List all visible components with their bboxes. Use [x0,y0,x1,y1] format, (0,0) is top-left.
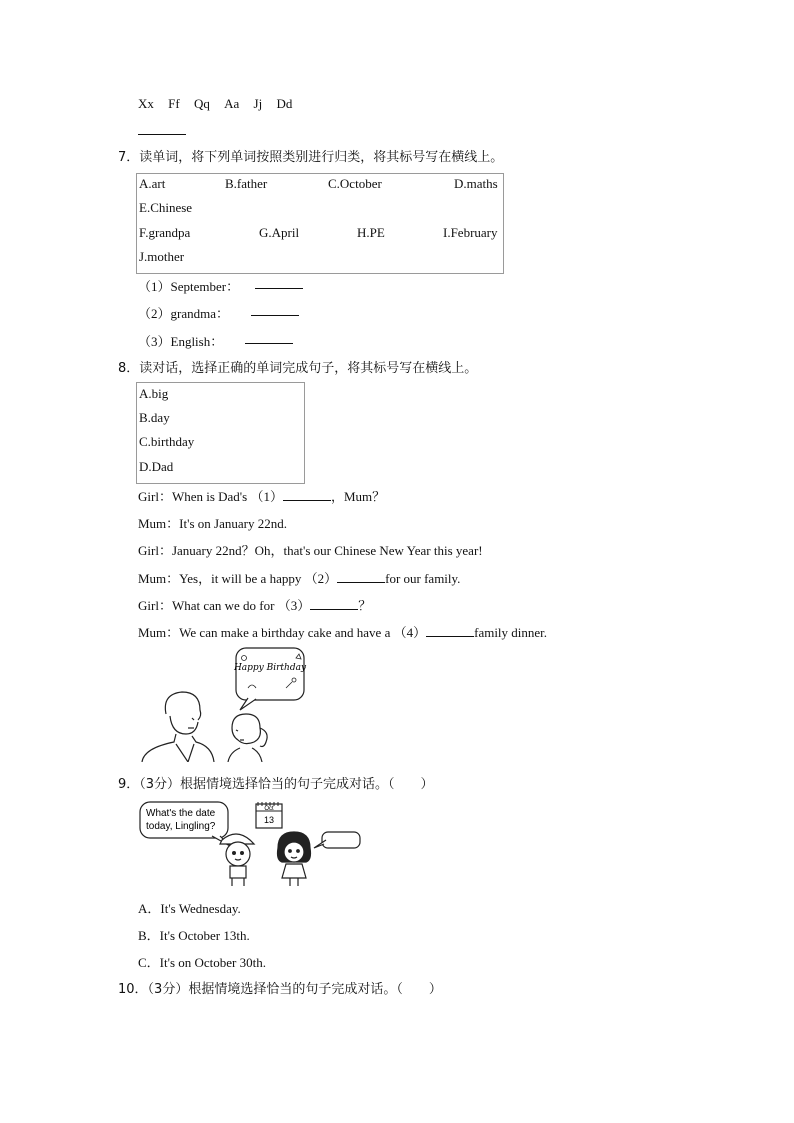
dialogue-text: Mum：Yes，it will be a happy （2） [138,571,338,586]
mother-daughter-illustration [136,644,308,762]
dialogue-text: Mum：It's on January 22nd. [138,516,287,531]
girl-figure [228,714,267,762]
dialogue-text: Mum：We can make a birthday cake and have a （4） [138,625,427,640]
letters-row [138,96,303,112]
dialogue-text: Girl：January 22nd？Oh，that's our Chinese New Year this year! [138,543,483,558]
letter: Qq [193,96,210,111]
girl-empty-speech-bubble [322,832,360,848]
letter: Aa [224,96,240,111]
dialogue-line [138,595,371,614]
letter: Dd [276,96,293,111]
dialogue-text: family dinner. [474,625,548,640]
q8-option: C.birthday [139,434,195,449]
dialogue-text: Girl：When is Dad's （1） [138,489,283,504]
dialogue-blank[interactable] [283,488,331,501]
speech-bubble [236,648,304,700]
q7-answer-blank[interactable] [245,331,293,344]
question-8-title: 8．读对话，选择正确的单词完成句子，将其标号写在横线上。 [118,361,478,376]
q7-item-label: （3）English： [138,334,224,349]
calendar-day: 13 [263,815,275,825]
q7-option: B.father [225,176,268,191]
dialogue-line [138,540,483,559]
q7-option: E.Chinese [139,200,193,215]
dialogue-text: for our family. [385,571,461,586]
q8-option: A.big [139,386,169,401]
q7-options-box [136,173,504,274]
q7-option: C.October [328,176,382,191]
q7-item-label: （1）September： [138,279,240,294]
bubble-text: Happy Birthday [233,663,307,673]
q8-option: D.Dad [139,459,174,474]
q7-option: A.art [139,176,166,191]
calendar-month: Oct [264,806,274,812]
dialogue-blank[interactable] [310,597,358,610]
q9-option-c[interactable]: C．It's on October 30th. [138,955,266,970]
boy-girl-calendar-illustration [138,798,366,888]
boy-figure [220,834,254,886]
dialogue-blank[interactable] [337,570,385,583]
question-10-title: 10．（3分）根据情境选择恰当的句子完成对话。（ ） [118,982,442,997]
dialogue-line [138,568,460,587]
letter: Xx [138,96,154,111]
question-7-title: 7．读单词，将下列单词按照类别进行归类，将其标号写在横线上。 [118,150,504,165]
q7-option: H.PE [357,225,385,240]
q7-option: D.maths [454,176,498,191]
letter: Ff [168,96,180,111]
q9-option-a[interactable]: A．It's Wednesday. [138,901,241,916]
calendar-icon [256,802,282,828]
q7-answer-blank[interactable] [251,303,299,316]
question-9-title: 9．（3分）根据情境选择恰当的句子完成对话。（ ） [118,777,434,792]
q7-option: G.April [259,225,300,240]
q9-option-b[interactable]: B．It's October 13th. [138,928,250,943]
dialogue-text: Girl：What can we do for （3） [138,598,311,613]
bubble-text-line2: today, Lingling? [146,821,216,832]
dialogue-blank[interactable] [426,624,474,637]
letter: Jj [253,96,263,111]
girl-figure [278,832,311,886]
q7-option: F.grandpa [139,225,191,240]
q7-item-label: （2）grandma： [138,306,229,321]
dialogue-line [138,513,287,532]
answer-blank[interactable] [138,122,186,135]
bubble-text-line1: What's the date [146,808,216,819]
dialogue-text: ？ [358,598,372,613]
mother-figure [142,692,214,762]
q7-option: J.mother [139,249,185,264]
dialogue-line [138,622,547,641]
q7-option: I.February [443,225,498,240]
q8-option: B.day [139,410,170,425]
dialogue-text: ，Mum？ [330,489,386,504]
q7-answer-blank[interactable] [255,276,303,289]
dialogue-line [138,486,385,505]
